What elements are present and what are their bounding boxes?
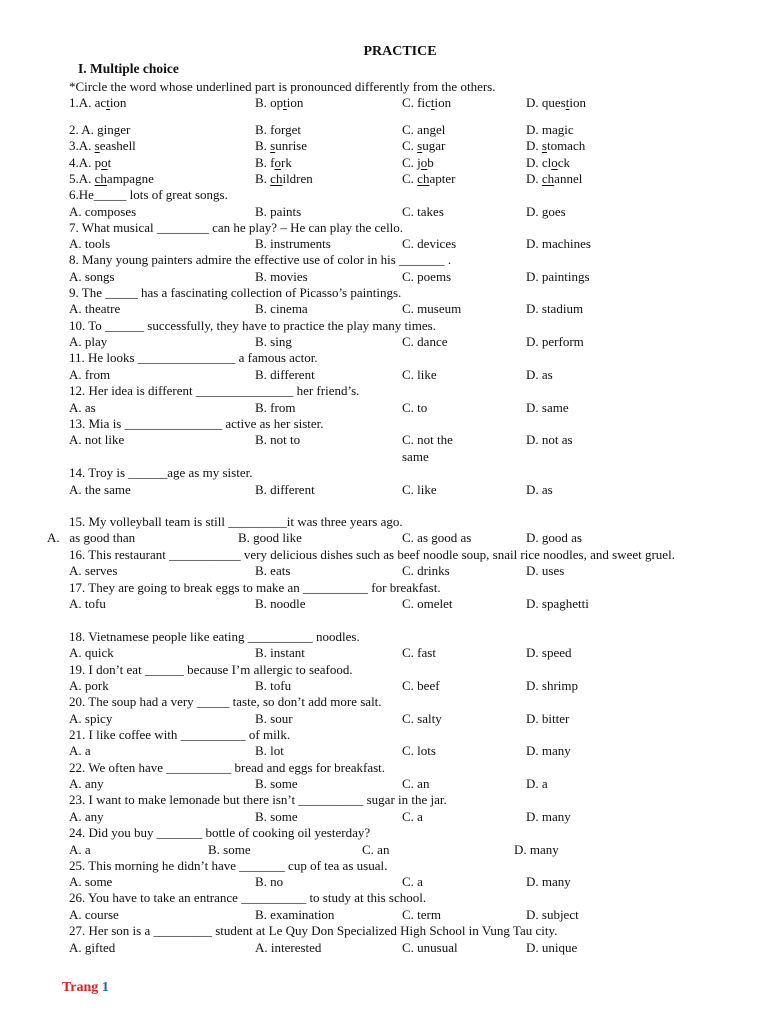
answer-option: C. museum — [402, 301, 462, 316]
answer-option: C. an — [362, 842, 390, 857]
answer-option: D. as — [526, 367, 553, 382]
answer-option: A. interested — [255, 940, 322, 955]
answer-option: C. omelet — [402, 596, 453, 611]
answer-option: A. songs — [69, 269, 115, 284]
pronunciation-option: D. clock — [526, 155, 571, 170]
answer-option: D. speed — [526, 645, 572, 660]
underlined-part: ch — [270, 171, 283, 186]
pronunciation-option: C. fiction — [402, 95, 452, 110]
answer-option: A. tools — [69, 236, 111, 251]
answer-option: B. sing — [255, 334, 292, 349]
answer-option: C. like — [402, 482, 437, 497]
answer-option: B. instant — [255, 645, 305, 660]
answer-option: C. beef — [402, 678, 440, 693]
answer-option: B. movies — [255, 269, 308, 284]
answer-option: D. good as — [526, 530, 582, 545]
answer-option: D. subject — [526, 907, 579, 922]
answer-option: B. good like — [238, 530, 302, 545]
question-text: 7. What musical ________ can he play? – He can play the cello. — [69, 220, 404, 235]
question-text: 12. Her idea is different _______________ her friend’s. — [69, 383, 360, 398]
answer-option: C. drinks — [402, 563, 450, 578]
pronunciation-option: B. forget — [255, 122, 301, 137]
answer-option: C. lots — [402, 743, 436, 758]
question-text: 17. They are going to break eggs to make an __________ for breakfast. — [69, 580, 441, 595]
pronunciation-option: D. magic — [526, 122, 574, 137]
answer-option: D. bitter — [526, 711, 570, 726]
question-text: 22. We often have __________ bread and eggs for breakfast. — [69, 760, 386, 775]
underlined-part: t — [283, 95, 287, 110]
answer-option: D. spaghetti — [526, 596, 589, 611]
answer-option: B. lot — [255, 743, 284, 758]
answer-option: A. course — [69, 907, 119, 922]
pronunciation-option: C. chapter — [402, 171, 456, 186]
underlined-part: t — [430, 95, 435, 110]
underlined-part: g — [97, 122, 104, 137]
pronunciation-option: 2. A. ginger — [69, 122, 131, 137]
pronunciation-option: D. channel — [526, 171, 583, 186]
answer-option: A. as good than — [47, 530, 136, 545]
underlined-part: s — [270, 138, 276, 153]
answer-option: D. shrimp — [526, 678, 578, 693]
answer-option: D. a — [526, 776, 548, 791]
answer-option: A. not like — [69, 432, 125, 447]
answer-option: C. a — [402, 874, 423, 889]
instruction-text: *Circle the word whose underlined part is pronounced differently from the others. — [69, 79, 496, 94]
answer-option: C. a — [402, 809, 423, 824]
answer-option: B. not to — [255, 432, 301, 447]
answer-option: D. goes — [526, 204, 566, 219]
pronunciation-option: B. children — [255, 171, 313, 186]
underlined-part: t — [565, 95, 570, 110]
answer-option: C. like — [402, 367, 437, 382]
answer-option: C. fast — [402, 645, 436, 660]
answer-option: C. dance — [402, 334, 448, 349]
underlined-part: g — [557, 122, 565, 137]
answer-option: C. salty — [402, 711, 442, 726]
pronunciation-option: C. job — [402, 155, 434, 170]
answer-option: B. examination — [255, 907, 335, 922]
answer-option: C. not the — [402, 432, 453, 447]
answer-option: D. as — [526, 482, 553, 497]
question-text: 9. The _____ has a fascinating collection of Picasso’s paintings. — [69, 285, 402, 300]
answer-option: B. no — [255, 874, 284, 889]
answer-option-continuation: same — [402, 449, 429, 464]
answer-option: D. not as — [526, 432, 573, 447]
question-text: 26. You have to take an entrance __________ to study at this school. — [69, 890, 427, 905]
answer-option: A. theatre — [69, 301, 121, 316]
underlined-part: g — [429, 122, 436, 137]
answer-option: A. composes — [69, 204, 137, 219]
pronunciation-option: C. angel — [402, 122, 446, 137]
answer-option: D. perform — [526, 334, 584, 349]
underlined-part: t — [106, 95, 110, 110]
answer-option: C. as good as — [402, 530, 472, 545]
question-text: 15. My volleyball team is still _________it was three years ago. — [69, 514, 403, 529]
answer-option: A. as — [69, 400, 96, 415]
answer-option: C. unusual — [402, 940, 458, 955]
answer-option: A. pork — [69, 678, 109, 693]
pronunciation-option: C. sugar — [402, 138, 446, 153]
pronunciation-option: 4.A. pot — [69, 155, 112, 170]
answer-option: C. an — [402, 776, 430, 791]
answer-option: A. some — [69, 874, 113, 889]
answer-option: D. many — [526, 743, 571, 758]
answer-option: B. noodle — [255, 596, 306, 611]
pronunciation-option: 1.A. action — [69, 95, 127, 110]
answer-option: B. from — [255, 400, 296, 415]
question-text: 24. Did you buy _______ bottle of cooking oil yesterday? — [69, 825, 371, 840]
answer-option: A. a — [69, 743, 91, 758]
answer-option: B. cinema — [255, 301, 308, 316]
pronunciation-option: B. option — [255, 95, 304, 110]
answer-option: D. many — [514, 842, 559, 857]
pronunciation-option: B. fork — [255, 155, 292, 170]
footer-page-word: Trang — [62, 980, 99, 995]
answer-option: B. different — [255, 367, 315, 382]
pronunciation-option: D. question — [526, 95, 586, 110]
question-text: 13. Mia is _______________ active as her sister. — [69, 416, 324, 431]
underlined-part: s — [541, 138, 547, 153]
answer-option: D. unique — [526, 940, 578, 955]
answer-option: A. any — [69, 809, 104, 824]
question-text: 16. This restaurant ___________ very delicious dishes such as beef noodle soup, snail rice noodles, and sweet gruel. — [69, 547, 675, 562]
question-text: 11. He looks _______________ a famous actor. — [69, 350, 318, 365]
footer-page-number: 1 — [101, 980, 109, 995]
underlined-part: o — [274, 155, 281, 170]
pronunciation-option: D. stomach — [526, 138, 586, 153]
answer-option: A. quick — [69, 645, 114, 660]
answer-option: D. machines — [526, 236, 591, 251]
answer-option: D. stadium — [526, 301, 584, 316]
answer-option: A. the same — [69, 482, 131, 497]
question-text: 8. Many young painters admire the effective use of color in his _______ . — [69, 252, 452, 267]
page-footer — [62, 980, 109, 996]
question-text: 6.He_____ lots of great songs. — [69, 187, 228, 202]
answer-option: D. many — [526, 874, 571, 889]
underlined-part: ch — [417, 171, 430, 186]
answer-option: B. some — [255, 776, 298, 791]
answer-option: A. from — [69, 367, 111, 382]
answer-option: C. devices — [402, 236, 457, 251]
question-text: 14. Troy is ______age as my sister. — [69, 465, 253, 480]
answer-option: C. poems — [402, 269, 452, 284]
question-text: 25. This morning he didn’t have _______ cup of tea as usual. — [69, 858, 388, 873]
question-text: 23. I want to make lemonade but there isn’t __________ sugar in the jar. — [69, 792, 447, 807]
question-text: 10. To ______ successfully, they have to practice the play many times. — [69, 318, 436, 333]
answer-option: A. play — [69, 334, 108, 349]
question-text: 18. Vietnamese people like eating __________ noodles. — [69, 629, 360, 644]
answer-option: D. uses — [526, 563, 565, 578]
underlined-part: s — [417, 138, 423, 153]
underlined-part: s — [94, 138, 100, 153]
answer-option: D. paintings — [526, 269, 590, 284]
underlined-part: o — [101, 155, 108, 170]
answer-option: D. same — [526, 400, 569, 415]
question-text: 21. I like coffee with __________ of milk. — [69, 727, 291, 742]
question-text: 19. I don’t eat ______ because I’m allergic to seafood. — [69, 662, 353, 677]
underlined-part: ch — [541, 171, 555, 186]
answer-option: B. some — [208, 842, 251, 857]
answer-option: A. serves — [69, 563, 118, 578]
pronunciation-option: 3.A. seashell — [69, 138, 136, 153]
pronunciation-option: B. sunrise — [255, 138, 308, 153]
answer-option: A. a — [69, 842, 91, 857]
answer-option: A. spicy — [69, 711, 113, 726]
answer-option: C. term — [402, 907, 441, 922]
pronunciation-option: 5.A. champagne — [69, 171, 154, 186]
page-title: PRACTICE — [363, 44, 437, 59]
underlined-part: o — [420, 155, 428, 170]
answer-option: A. tofu — [69, 596, 106, 611]
answer-option: A. gifted — [69, 940, 116, 955]
answer-option: C. takes — [402, 204, 444, 219]
answer-option: A. any — [69, 776, 104, 791]
underlined-part: ch — [94, 171, 107, 186]
answer-option: B. tofu — [255, 678, 292, 693]
answer-option: B. different — [255, 482, 315, 497]
answer-option: D. many — [526, 809, 571, 824]
question-text: 27. Her son is a _________ student at Le Quy Don Specialized High School in Vung Tau city. — [69, 923, 558, 938]
answer-option: B. instruments — [255, 236, 331, 251]
answer-option: B. some — [255, 809, 298, 824]
section-heading: I. Multiple choice — [78, 61, 179, 76]
answer-option: B. sour — [255, 711, 293, 726]
underlined-part: g — [285, 122, 292, 137]
question-text: 20. The soup had a very _____ taste, so don’t add more salt. — [69, 694, 382, 709]
answer-option: B. paints — [255, 204, 302, 219]
answer-option: B. eats — [255, 563, 291, 578]
answer-option: C. to — [402, 400, 428, 415]
underlined-part: o — [551, 155, 558, 170]
